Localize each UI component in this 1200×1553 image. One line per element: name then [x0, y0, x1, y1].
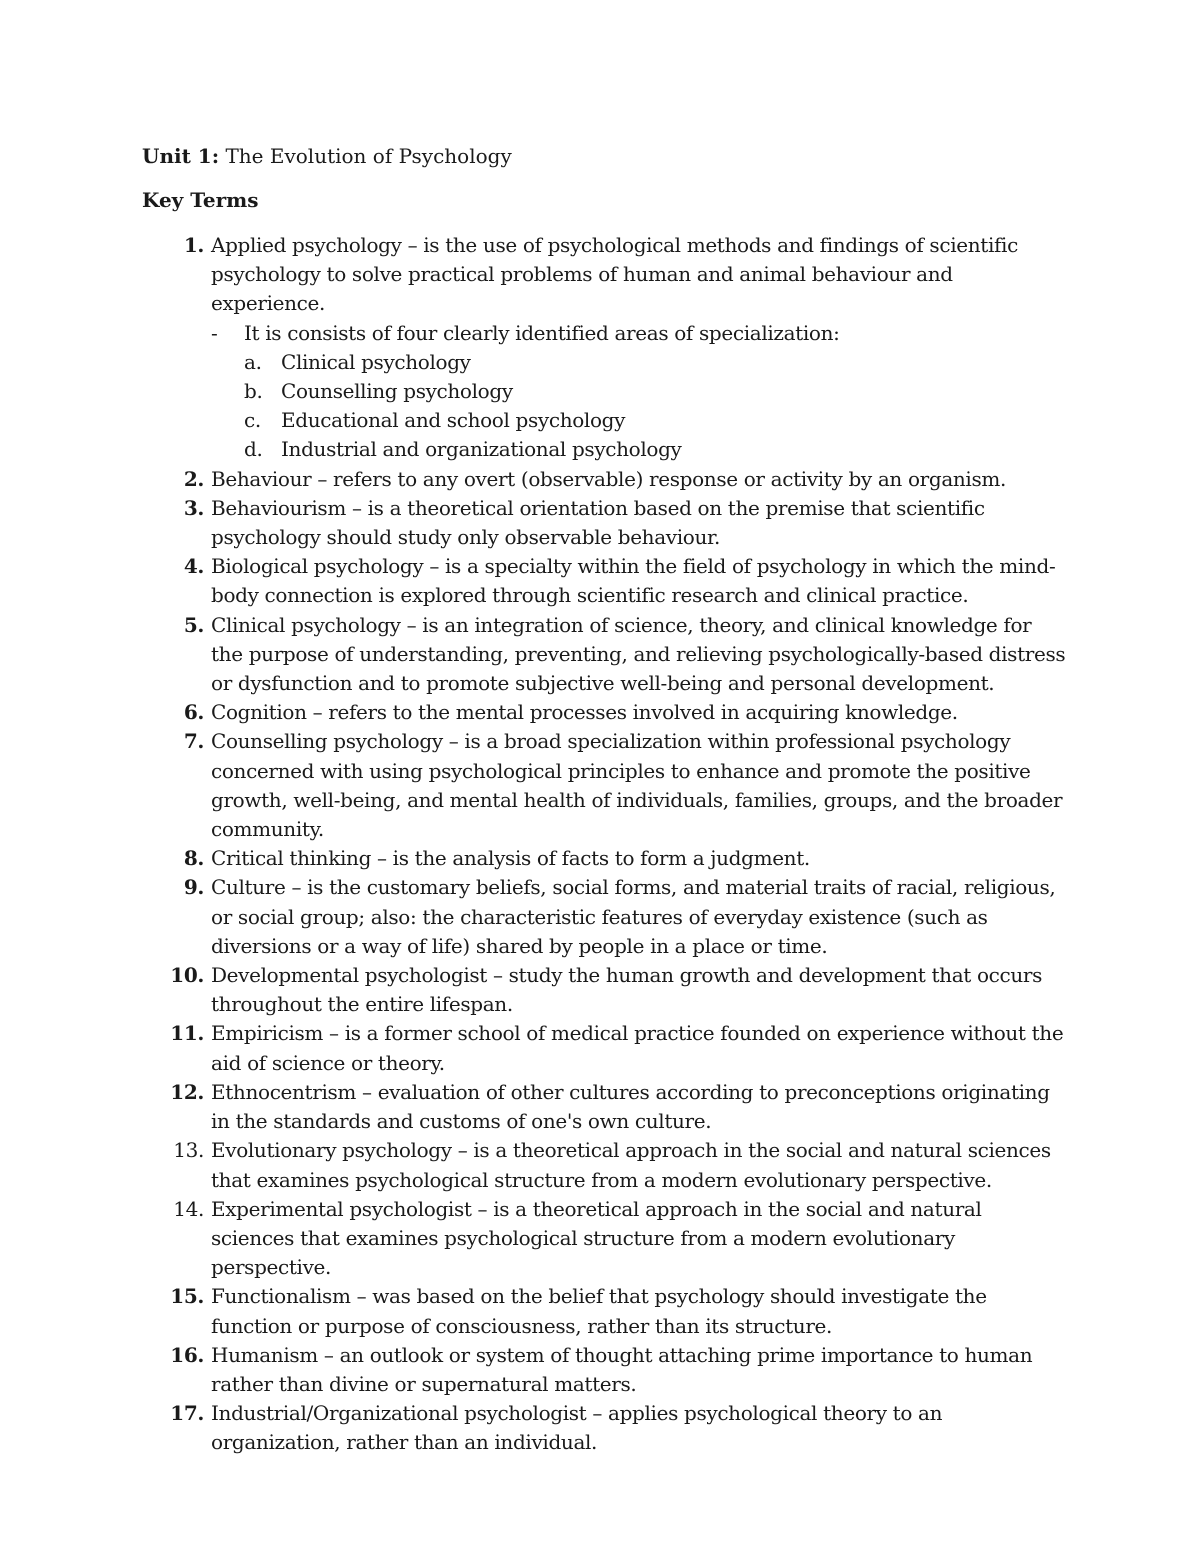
term-number: 5.	[183, 612, 204, 637]
term-item	[142, 873, 1067, 961]
term-text: Experimental psychologist – is a theoretical approach in the social and natural sciences that examines psychological structure from a modern evolutionary perspective.	[211, 1196, 982, 1280]
specialization-intro-text: It is consists of four clearly identified areas of specialization:	[244, 320, 840, 345]
term-number: 12.	[170, 1079, 204, 1104]
term-number: 4.	[183, 554, 204, 579]
area-text: Clinical psychology	[281, 349, 471, 374]
specialization-area	[244, 377, 1067, 406]
specialization-area	[244, 406, 1067, 435]
term-text: Culture – is the customary beliefs, social forms, and material traits of racial, religious, or social group; also: the characteristic features of everyday existence (such as diversions or a way of life) shared by people in a place or time.	[211, 875, 1056, 958]
term-number: 9.	[183, 875, 204, 900]
area-marker: a.	[244, 349, 262, 374]
term-number: 2.	[183, 466, 204, 491]
term-item	[142, 1195, 1067, 1283]
term-item	[142, 1136, 1067, 1194]
area-text: Industrial and organizational psychology	[281, 437, 682, 462]
term-text: Humanism – an outlook or system of thought attaching prime importance to human rather than divine or supernatural matters.	[211, 1342, 1033, 1396]
specialization-area	[244, 435, 1067, 464]
term-item	[142, 961, 1067, 1019]
specialization-intro	[211, 319, 1067, 465]
term-number: 1.	[183, 233, 204, 257]
term-item	[142, 1341, 1067, 1399]
term-number: 11.	[170, 1021, 204, 1046]
area-marker: b.	[244, 379, 263, 404]
area-text: Educational and school psychology	[281, 408, 626, 433]
term-text: Applied psychology – is the use of psychological methods and findings of scientific psychology to solve practical problems of human and animal behaviour and experience.	[211, 233, 1018, 316]
term-number: 14.	[173, 1196, 204, 1221]
key-terms-list	[142, 231, 1067, 1458]
term-item	[142, 552, 1067, 610]
term-number: 6.	[183, 700, 204, 725]
term-number: 10.	[170, 963, 204, 988]
term-number: 16.	[170, 1342, 204, 1367]
term-item	[142, 698, 1067, 727]
term-number: 17.	[170, 1401, 204, 1426]
term-number: 15.	[170, 1284, 204, 1309]
term-text: Evolutionary psychology – is a theoretical approach in the social and natural sciences that examines psychological structure from a modern evolutionary perspective.	[211, 1138, 1051, 1192]
term-number: 8.	[183, 846, 204, 871]
area-marker: d.	[244, 437, 263, 462]
term-text: Developmental psychologist – study the human growth and development that occurs throughout the entire lifespan.	[211, 963, 1043, 1017]
term-item	[142, 231, 1067, 465]
term-item	[142, 844, 1067, 873]
term-text: Empiricism – is a former school of medical practice founded on experience without the aid of science or theory.	[211, 1021, 1064, 1075]
term-item	[142, 494, 1067, 552]
term-item	[142, 727, 1067, 844]
term-text: Industrial/Organizational psychologist – applies psychological theory to an organization, rather than an individual.	[211, 1401, 943, 1455]
term-text: Cognition – refers to the mental processes involved in acquiring knowledge.	[211, 700, 958, 725]
term-number: 3.	[183, 495, 204, 520]
term-text: Critical thinking – is the analysis of facts to form a judgment.	[211, 846, 810, 871]
specialization-note	[211, 319, 1067, 465]
unit-label: Unit 1:	[142, 144, 220, 168]
term-text: Behaviourism – is a theoretical orientation based on the premise that scientific psychology should study only observable behaviour.	[211, 495, 985, 550]
unit-title	[142, 142, 512, 170]
term-number: 7.	[183, 729, 204, 754]
area-text: Counselling psychology	[281, 379, 513, 404]
area-marker: c.	[244, 408, 261, 433]
term-item	[142, 1282, 1067, 1340]
section-heading: Key Terms	[142, 188, 259, 212]
dash-marker: -	[211, 320, 218, 345]
term-item	[142, 465, 1067, 494]
term-item	[142, 611, 1067, 699]
term-text: Counselling psychology – is a broad specialization within professional psychology concerned with using psychological principles to enhance and promote the positive growth, well-being, and mental health of individuals, families, groups, and the broader community.	[211, 729, 1063, 842]
term-text: Behaviour – refers to any overt (observable) response or activity by an organism.	[211, 466, 1007, 491]
term-item	[142, 1399, 1067, 1457]
term-item	[142, 1078, 1067, 1136]
term-text: Ethnocentrism – evaluation of other cultures according to preconceptions originating in the standards and customs of one's own culture.	[211, 1079, 1050, 1134]
term-text: Clinical psychology – is an integration of science, theory, and clinical knowledge for the purpose of understanding, preventing, and relieving psychologically-based distress or dysfunction and to promote subjective well-being and personal development.	[211, 612, 1066, 696]
specialization-area	[244, 348, 1067, 377]
unit-name: The Evolution of Psychology	[225, 144, 512, 168]
term-number: 13.	[173, 1138, 204, 1163]
term-text: Biological psychology – is a specialty within the field of psychology in which the mind-body connection is explored through scientific research and clinical practice.	[211, 554, 1056, 608]
specialization-areas	[244, 348, 1067, 465]
term-item	[142, 1019, 1067, 1077]
term-text: Functionalism – was based on the belief that psychology should investigate the function or purpose of consciousness, rather than its structure.	[211, 1284, 987, 1338]
